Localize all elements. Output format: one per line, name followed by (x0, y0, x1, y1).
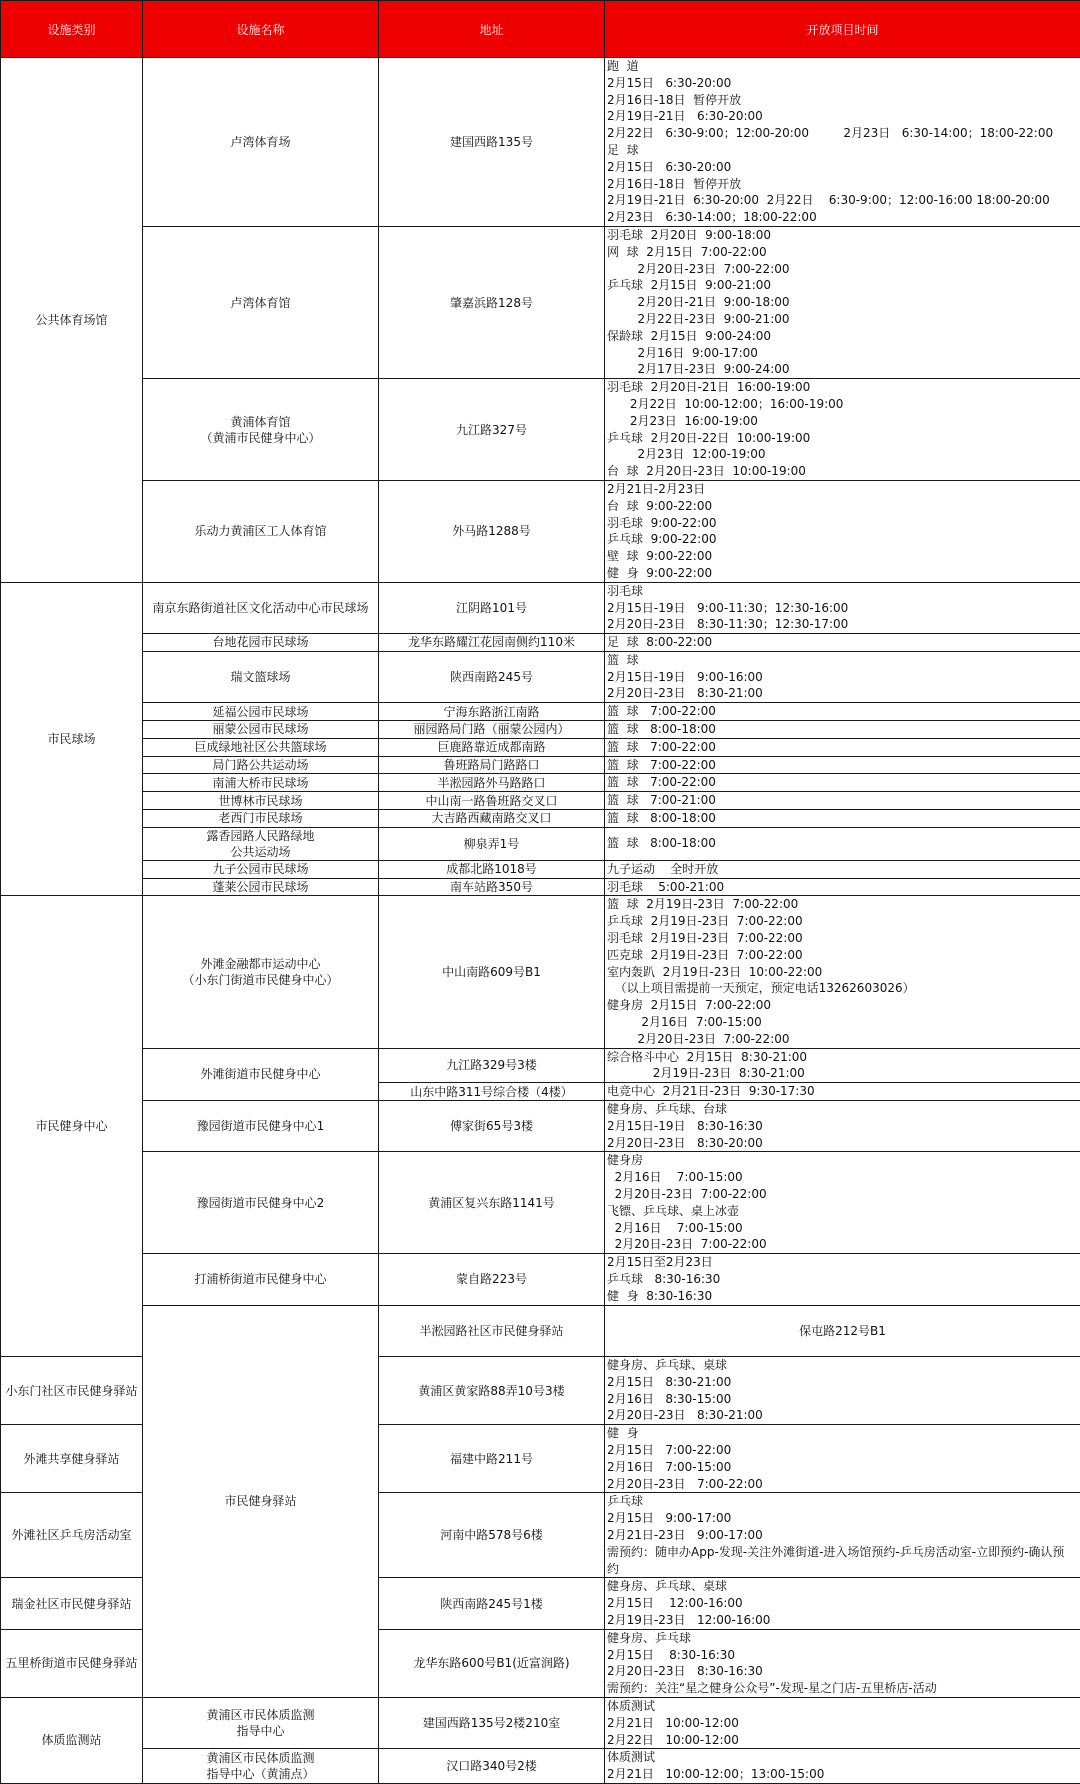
facility-address: 福建中路211号 (379, 1425, 605, 1493)
facility-address: 宁海东路浙江南路 (379, 703, 605, 721)
table-row (1, 878, 1080, 896)
facility-hours: 篮 球 7:00-22:00 (605, 703, 1080, 721)
header-name: 设施名称 (143, 1, 379, 58)
table-row (1, 1048, 1080, 1083)
facility-address: 九江路329号3楼 (379, 1048, 605, 1083)
facility-hours: 体质测试 2月21日 10:00-12:00；13:00-15:00 (605, 1749, 1080, 1784)
facility-hours: 足 球 8:00-22:00 (605, 634, 1080, 652)
facility-address: 陕西南路245号1楼 (379, 1578, 605, 1629)
facility-address: 保屯路212号B1 (605, 1305, 1080, 1356)
facility-hours: 健身房、乒乓球、台球 2月15日-19日 8:30-16:30 2月20日-23日 8:30-20:00 (605, 1101, 1080, 1152)
facility-hours: 2月15日至2月23日 乒乓球 8:30-16:30 健 身 8:30-16:30 (605, 1254, 1080, 1305)
facility-address: 巨鹿路靠近成都南路 (379, 738, 605, 756)
header-address: 地址 (379, 1, 605, 58)
facility-name: 九子公园市民球场 (143, 860, 379, 878)
facility-name: 外滩金融都市运动中心 （小东门街道市民健身中心） (143, 896, 379, 1048)
table-row (1, 1152, 1080, 1254)
facility-address: 黄浦区黄家路88弄10号3楼 (379, 1356, 605, 1424)
facility-name: 乐动力黄浦区工人体育馆 (143, 480, 379, 582)
table-row (1, 1749, 1080, 1784)
category-cell: 市民健身驿站 (143, 1305, 379, 1697)
facility-hours: 2月21日-2月23日 台 球 9:00-22:00 羽毛球 9:00-22:00 乒乓球 9:00-22:00 壁 球 9:00-22:00 健 身 9:00-22:00 (605, 480, 1080, 582)
table-row (1, 379, 1080, 481)
facility-name: 延福公园市民球场 (143, 703, 379, 721)
facility-name: 豫园街道市民健身中心2 (143, 1152, 379, 1254)
facility-address: 中山南路609号B1 (379, 896, 605, 1048)
facility-hours: 健身房、乒乓球、桌球 2月15日 12:00-16:00 2月19日-23日 12:00-16:00 (605, 1578, 1080, 1629)
facility-hours: 羽毛球 5:00-21:00 (605, 878, 1080, 896)
facility-address: 半淞园路外马路路口 (379, 774, 605, 792)
facility-name: 瑞文篮球场 (143, 651, 379, 702)
facility-hours: 羽毛球 2月15日-19日 9:00-11:30；12:30-16:00 2月20日-23日 8:30-11:30；12:30-17:00 (605, 582, 1080, 633)
table-row (1, 721, 1080, 739)
facility-hours: 乒乓球 2月15日 9:00-17:00 2月21日-23日 9:00-17:00 需预约：随申办App-发现-关注外滩街道-进入场馆预约-乒乓房活动室-立即预约-确认预 约 (605, 1493, 1080, 1578)
facility-hours: 跑 道 2月15日 6:30-20:00 2月16日-18日 暂停开放 2月19日-21日 6:30-20:00 2月22日 6:30-9:00；12:00-20:00 2月23日 6:30-14:00；18:00-22:00 足 球 2月15日 6:30-20:00 2月16日-18日 暂停开放 2月19日-21日 6:30-20:00 2月22日 6:30-9:00；12:00-16:00 18:00-20:00 2月23日 6:30-14:00；18:00-22:00 (605, 58, 1080, 227)
facility-name: 卢湾体育馆 (143, 226, 379, 378)
facility-address: 南车站路350号 (379, 878, 605, 896)
facility-name: 卢湾体育场 (143, 58, 379, 227)
facility-name: 打浦桥街道市民健身中心 (143, 1254, 379, 1305)
facility-name: 蓬莱公园市民球场 (143, 878, 379, 896)
facility-name: 半淞园路社区市民健身驿站 (379, 1305, 605, 1356)
facility-name: 黄浦区市民体质监测 指导中心（黄浦点） (143, 1749, 379, 1784)
facility-hours: 健 身 2月15日 7:00-22:00 2月16日 7:00-15:00 2月20日-23日 7:00-22:00 (605, 1425, 1080, 1493)
facility-address: 汉口路340号2楼 (379, 1749, 605, 1784)
facility-hours: 篮 球 2月19日-23日 7:00-22:00 乒乓球 2月19日-23日 7:00-22:00 羽毛球 2月19日-23日 7:00-22:00 匹克球 2月19日-23日 7:00-22:00 室内轰趴 2月19日-23日 10:00-22:00 （以上项目需提前一天预定，预定电话13262603026） 健身房 2月15日 7:00-22:00 2月16日 7:00-15:00 2月20日-23日 7:00-22:00 (605, 896, 1080, 1048)
table-row (1, 756, 1080, 774)
facility-hours: 篮 球 8:00-18:00 (605, 721, 1080, 739)
facility-name: 巨成绿地社区公共篮球场 (143, 738, 379, 756)
table-row (1, 738, 1080, 756)
facility-name: 台地花园市民球场 (143, 634, 379, 652)
header-category: 设施类别 (1, 1, 143, 58)
facility-name: 南京东路街道社区文化活动中心市民球场 (143, 582, 379, 633)
facility-hours: 电竞中心 2月21日-23日 9:30-17:30 (605, 1083, 1080, 1101)
facility-name: 外滩社区乒乓房活动室 (1, 1493, 143, 1578)
facility-address: 成都北路1018号 (379, 860, 605, 878)
table-row (1, 827, 1080, 860)
facility-hours: 篮 球 7:00-22:00 (605, 756, 1080, 774)
facility-name: 外滩共享健身驿站 (1, 1425, 143, 1493)
facility-hours: 篮 球 2月15日-19日 9:00-16:00 2月20日-23日 8:30-21:00 (605, 651, 1080, 702)
facility-name: 外滩街道市民健身中心 (143, 1048, 379, 1100)
facility-hours: 体质测试 2月21日 10:00-12:00 2月22日 10:00-12:00 (605, 1697, 1080, 1748)
facility-address: 山东中路311号综合楼（4楼） (379, 1083, 605, 1101)
table-row (1, 480, 1080, 582)
table-row (1, 1697, 1080, 1748)
facility-hours: 健身房、乒乓球、桌球 2月15日 8:30-21:00 2月16日 8:30-15:00 2月20日-23日 8:30-21:00 (605, 1356, 1080, 1424)
table-row (1, 651, 1080, 702)
table-row (1, 774, 1080, 792)
facility-address: 河南中路578号6楼 (379, 1493, 605, 1578)
facility-hours: 健身房 2月16日 7:00-15:00 2月20日-23日 7:00-22:00 飞镖、乒乓球、桌上冰壶 2月16日 7:00-15:00 2月20日-23日 7:00-22:00 (605, 1152, 1080, 1254)
facility-name: 老西门市民球场 (143, 810, 379, 828)
facility-name: 丽蒙公园市民球场 (143, 721, 379, 739)
facility-name: 露香园路人民路绿地 公共运动场 (143, 827, 379, 860)
facility-hours: 篮 球 8:00-18:00 (605, 827, 1080, 860)
facility-name: 局门路公共运动场 (143, 756, 379, 774)
category-cell: 体质监测站 (1, 1697, 143, 1783)
facility-name: 瑞金社区市民健身驿站 (1, 1578, 143, 1629)
facility-hours: 篮 球 7:00-21:00 (605, 792, 1080, 810)
table-row (1, 582, 1080, 633)
facility-address: 江阴路101号 (379, 582, 605, 633)
facility-address: 蒙自路223号 (379, 1254, 605, 1305)
category-cell: 市民球场 (1, 582, 143, 896)
facility-hours: 篮 球 8:00-18:00 (605, 810, 1080, 828)
facility-address: 丽园路局门路（丽蒙公园内） (379, 721, 605, 739)
facility-hours: 健身房、乒乓球 2月15日 8:30-16:30 2月20日-23日 8:30-16:30 需预约：关注“星之健身公众号”-发现-星之门店-五里桥店-活动 (605, 1629, 1080, 1697)
facility-name: 小东门社区市民健身驿站 (1, 1356, 143, 1424)
facility-hours: 综合格斗中心 2月15日 8:30-21:00 2月19日-23日 8:30-21:00 (605, 1048, 1080, 1083)
table-row (1, 58, 1080, 227)
facility-hours: 篮 球 7:00-22:00 (605, 774, 1080, 792)
facility-address: 大吉路西藏南路交叉口 (379, 810, 605, 828)
table-row (1, 1101, 1080, 1152)
table-row (1, 226, 1080, 378)
facility-address: 鲁班路局门路路口 (379, 756, 605, 774)
header-hours: 开放项目时间 (605, 1, 1080, 58)
facility-address: 建国西路135号 (379, 58, 605, 227)
facility-name: 黄浦区市民体质监测 指导中心 (143, 1697, 379, 1748)
facility-hours: 篮 球 7:00-22:00 (605, 738, 1080, 756)
facility-address: 陕西南路245号 (379, 651, 605, 702)
facility-address: 九江路327号 (379, 379, 605, 481)
facility-address: 建国西路135号2楼210室 (379, 1697, 605, 1748)
table-row (1, 792, 1080, 810)
facility-name: 世博林市民球场 (143, 792, 379, 810)
facility-name: 豫园街道市民健身中心1 (143, 1101, 379, 1152)
facility-hours: 羽毛球 2月20日-21日 16:00-19:00 2月22日 10:00-12:00；16:00-19:00 2月23日 16:00-19:00 乒乓球 2月20日-22日 10:00-19:00 2月23日 12:00-19:00 台 球 2月20日-23日 10:00-19:00 (605, 379, 1080, 481)
facility-address: 黄浦区复兴东路1141号 (379, 1152, 605, 1254)
facility-address: 傅家街65号3楼 (379, 1101, 605, 1152)
category-cell: 公共体育场馆 (1, 58, 143, 583)
table-row (1, 703, 1080, 721)
facility-name: 黄浦体育馆 （黄浦市民健身中心） (143, 379, 379, 481)
facility-address: 中山南一路鲁班路交叉口 (379, 792, 605, 810)
facility-name: 五里桥街道市民健身驿站 (1, 1629, 143, 1697)
facility-address: 龙华东路耀江花园南侧约110米 (379, 634, 605, 652)
table-row (1, 634, 1080, 652)
facility-address: 龙华东路600号B1(近富润路) (379, 1629, 605, 1697)
facility-name: 南浦大桥市民球场 (143, 774, 379, 792)
table-row (1, 860, 1080, 878)
table-row (1, 1305, 1080, 1356)
table-row (1, 896, 1080, 1048)
facility-address: 柳泉弄1号 (379, 827, 605, 860)
category-cell: 市民健身中心 (1, 896, 143, 1357)
table-row (1, 1254, 1080, 1305)
facility-address: 肇嘉浜路128号 (379, 226, 605, 378)
table-row (1, 810, 1080, 828)
header-row (1, 1, 1080, 58)
facility-hours: 羽毛球 2月20日 9:00-18:00 网 球 2月15日 7:00-22:00 2月20日-23日 7:00-22:00 乒乓球 2月15日 9:00-21:00 2月20日-21日 9:00-18:00 2月22日-23日 9:00-21:00 保龄球 2月15日 9:00-24:00 2月16日 9:00-17:00 2月17日-23日 9:00-24:00 (605, 226, 1080, 378)
facility-address: 外马路1288号 (379, 480, 605, 582)
facility-hours: 九子运动 全时开放 (605, 860, 1080, 878)
